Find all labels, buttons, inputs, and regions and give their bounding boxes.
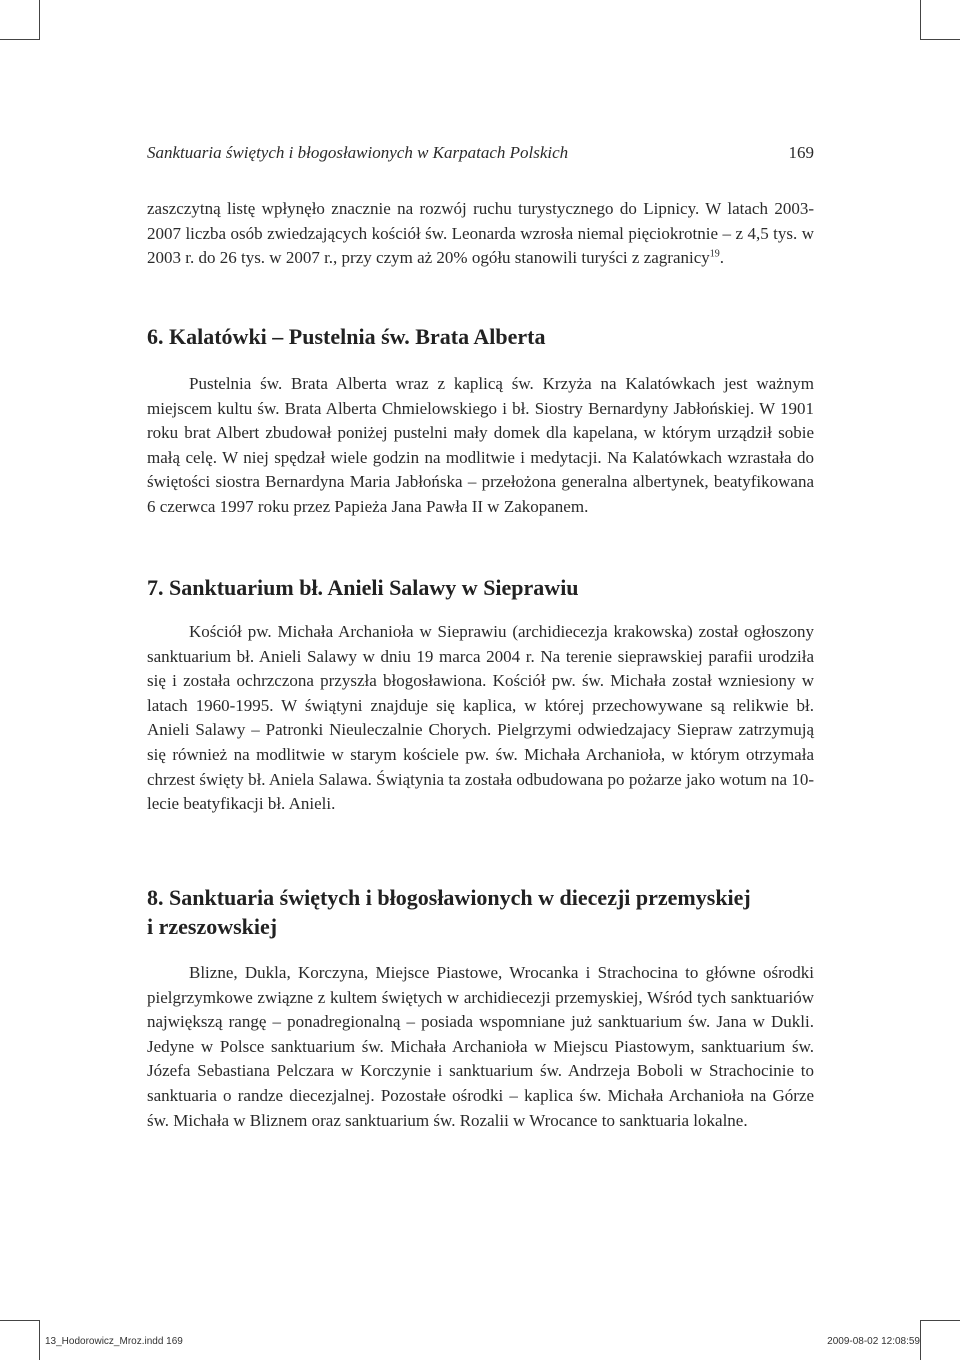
section-7-heading: 7. Sanktuarium bł. Anieli Salawy w Sieprawiu (147, 575, 579, 600)
section-6-text: Pustelnia św. Brata Alberta wraz z kaplicą św. Krzyża na Kalatówkach jest ważnym miejscem kultu św. Brata Alberta Chmielowskiego i bł. Siostry Bernardyny Jabłońskiej. W 1901 roku brat Albert zbudował poniżej pustelni mały domek dla kapelana, w którym urządził sobie małą celę. W niej spędzał wiele godzin na modlitwie i medytacji. Na Kalatówkach wzrastała do świętości siostra Bernardyna Maria Jabłońska – przełożona generalna albertynek, beatyfikowana 6 czerwca 1997 roku przez Papieża Jana Pawła II w Zakopanem. (147, 374, 814, 516)
footnote-ref: 19 (709, 248, 720, 260)
footer-datetime: 2009-08-02 12:08:59 (827, 1336, 920, 1347)
page-number: 169 (788, 143, 814, 162)
section-8-heading-line1: 8. Sanktuaria świętych i błogosławionych w diecezji przemyskiej (147, 885, 751, 910)
section-7-body (147, 620, 814, 817)
section-8-body (147, 961, 814, 1133)
crop-mark (920, 39, 960, 40)
crop-mark (920, 1320, 921, 1360)
crop-mark (39, 1320, 40, 1360)
footer-filename: 13_Hodorowicz_Mroz.indd 169 (45, 1336, 183, 1347)
crop-mark (0, 1320, 40, 1321)
page-header (147, 143, 814, 163)
section-8-heading (147, 883, 814, 941)
section-8-text: Blizne, Dukla, Korczyna, Miejsce Piastowe, Wrocanka i Strachocina to główne ośrodki pielgrzymkowe związne z kultem świętych w archidiecezji przemyskiej, Wśród tych sanktuariów największą rangę – ponadregionalną – posiada wspomniane już sanktuarium św. Jana w Dukli. Jedyne w Polsce sanktuarium św. Michała Archanioła w Miejscu Piastowym, sanktuarium św. Józefa Sebastiana Pelczara w Korczynie i sanktuarium św. Andrzeja Boboli w Strachocinie to sanktuaria o randze diecezjalnej. Pozostałe ośrodki – kaplica św. Michała Archanioła na Górze św. Michała w Bliznem oraz sanktuarium św. Rozalii w Wrocance to sanktuaria lokalne. (147, 963, 814, 1130)
crop-mark (39, 0, 40, 40)
crop-mark (920, 0, 921, 40)
crop-mark (920, 1320, 960, 1321)
section-6-heading: 6. Kalatówki – Pustelnia św. Brata Alberta (147, 324, 546, 349)
section-8-heading-line2: i rzeszowskiej (147, 914, 278, 939)
running-title: Sanktuaria świętych i błogosławionych w Karpatach Polskich (147, 143, 569, 162)
crop-mark (0, 39, 40, 40)
section-6-body (147, 372, 814, 520)
intro-text: zaszczytną listę wpłynęło znacznie na rozwój ruchu turystycznego do Lipnicy. W latach 2003-2007 liczba osób zwiedzających kościół św. Leonarda wzrosła niemal pięciokrotnie – z 4,5 tys. w 2003 r. do 26 tys. w 2007 r., przy czym aż 20% ogółu stanowili turyści z zagranicy (147, 199, 814, 268)
intro-paragraph (147, 197, 814, 271)
intro-end: . (719, 248, 725, 268)
section-7-text: Kościół pw. Michała Archanioła w Sieprawiu (archidiecezja krakowska) został ogłoszony sanktuarium bł. Anieli Salawy w dniu 19 marca 2004 r. Na terenie sieprawskiej parafii urodziła się i została ochrzczona przyszła błogosławiona. Kościół pw. św. Michała został wzniesiony w latach 1960-1995. W świątyni znajduje się kaplica, w której przechowywane są relikwie bł. Anieli Salawy – Patronki Nieuleczalnie Chorych. Pielgrzymi odwiedzajacy Siepraw zatrzymują się również na modlitwie w starym kościele pw. św. Michała Archanioła, w którym otrzymała chrzest święty bł. Aniela Salawa. Świątynia ta została odbudowana po pożarze jako wotum na 10-lecie beatyfikacji bł. Anieli. (147, 622, 814, 814)
